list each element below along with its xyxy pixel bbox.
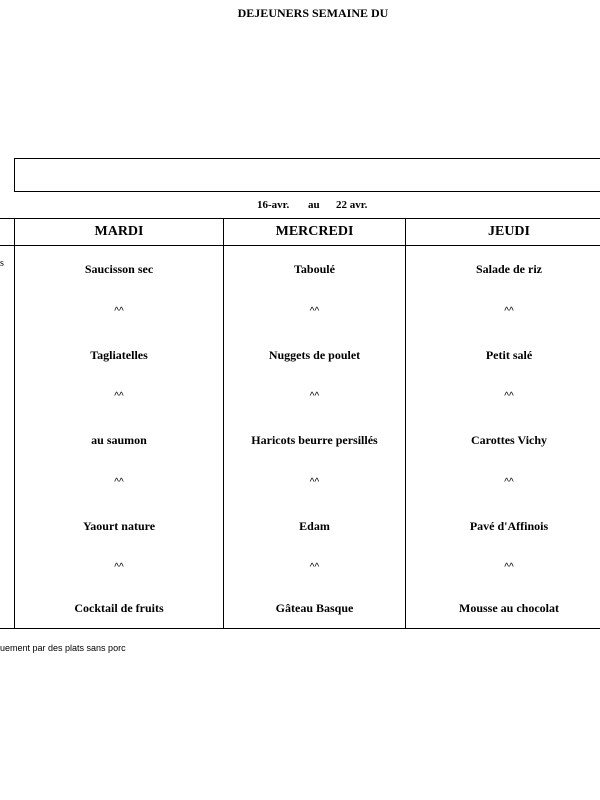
menu-separator: ^^ [309,562,320,573]
day-header-mercredi: MERCREDI [275,224,354,239]
menu-separator: ^^ [504,562,514,573]
menu-item: au saumon [91,433,147,447]
menu-item: Mousse au chocolat [459,601,559,615]
table-top-border [0,218,600,219]
footnote: uement par des plats sans porc [0,643,126,653]
date-end: 22 avr. [336,199,368,211]
day-header-jeudi: JEUDI [487,224,530,239]
menu-item: Pavé d'Affinois [469,519,549,533]
menu-title: DEJEUNERS SEMAINE DU [237,6,389,20]
menu-item: Edam [299,519,330,533]
day-header-mardi: MARDI [94,224,144,239]
menu-item: Haricots beurre persillés [251,433,378,447]
menu-item: Carottes Vichy [470,433,548,447]
menu-separator: ^^ [504,306,514,317]
menu-separator: ^^ [504,391,514,402]
menu-item: Petit salé [485,348,533,362]
left-cut-text: s [0,258,4,269]
table-bottom-border [0,628,600,629]
date-separator: au [308,199,320,211]
title-box [14,158,600,192]
menu-separator: ^^ [309,477,320,488]
menu-separator: ^^ [504,477,514,488]
menu-separator: ^^ [114,306,124,317]
date-start: 16-avr. [257,199,290,211]
menu-separator: ^^ [114,477,124,488]
menu-item: Taboulé [294,262,335,276]
menu-item: Gâteau Basque [275,601,354,615]
menu-separator: ^^ [114,562,124,573]
menu-separator: ^^ [309,306,320,317]
menu-item: Salade de riz [476,262,542,276]
menu-item: Nuggets de poulet [268,348,361,362]
menu-item: Saucisson sec [84,262,154,276]
header-bottom-border [0,245,600,246]
menu-item: Tagliatelles [90,348,148,362]
menu-separator: ^^ [114,391,124,402]
menu-separator: ^^ [309,391,320,402]
menu-item: Yaourt nature [82,519,156,533]
menu-item: Cocktail de fruits [74,601,164,615]
